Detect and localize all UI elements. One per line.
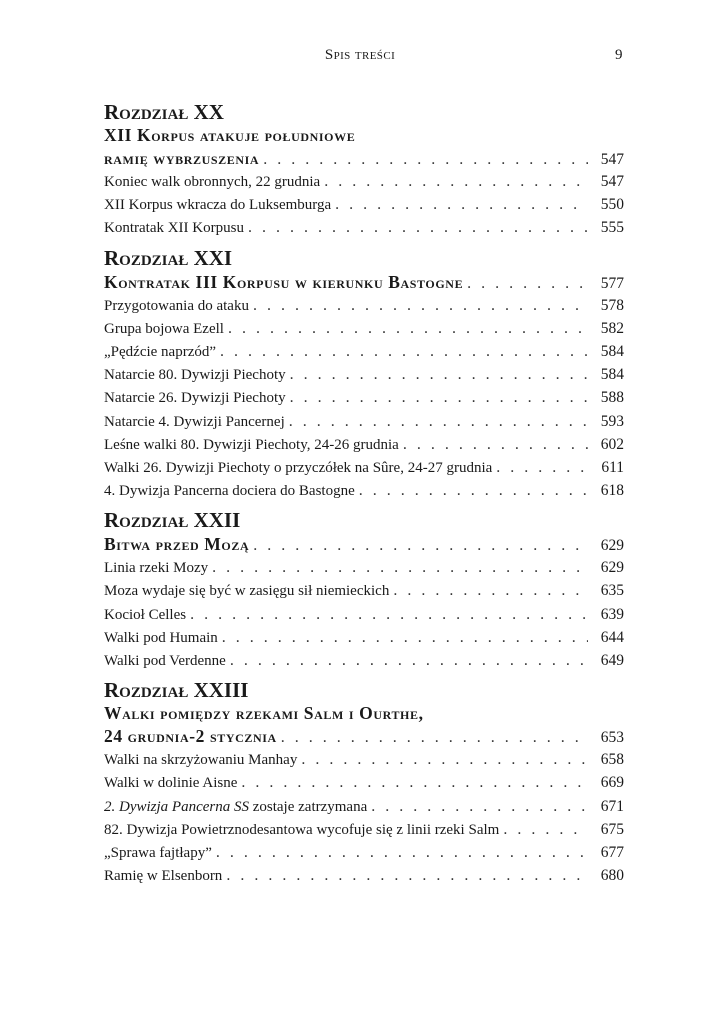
entry-page: 547 [600,151,624,168]
dot-leader [241,771,588,794]
toc-entry[interactable] [104,479,624,502]
table-of-contents [104,100,624,887]
entry-label: Natarcie 26. Dywizji Piechoty [104,390,286,407]
toc-entry[interactable] [104,363,624,386]
entry-page: 555 [600,219,624,237]
dot-leader [403,433,588,456]
dot-leader [496,456,588,479]
entry-label: Leśne walki 80. Dywizji Piechoty, 24-26 grudnia [104,436,399,453]
entry-page: 677 [600,843,624,861]
dot-leader [230,649,588,672]
entry-page: 669 [600,774,624,792]
entry-label: Moza wydaje się być w zasięgu sił niemieckich [104,583,390,600]
entry-label: Kontratak III Korpusu w kierunku Bastogne [104,271,464,292]
entry-page: 629 [600,537,624,555]
entry-page: 593 [600,412,624,430]
dot-leader [228,317,588,340]
entry-label: Koniec walk obronnych, 22 grudnia [104,174,321,190]
chapter-heading: Rozdział XXII [104,508,241,533]
toc-entry[interactable] [104,795,624,818]
entry-label: Walki pod Humain [104,629,218,646]
entry-label: 82. Dywizja Powietrznodesantowa wycofuje się z linii rzeki Salm [104,821,500,838]
dot-leader [253,294,588,317]
chapter-heading: Rozdział XXIII [104,678,249,703]
entry-page: 635 [600,582,624,600]
entry-page: 649 [600,652,624,669]
toc-entry[interactable] [104,340,624,363]
toc-entry[interactable] [104,649,624,672]
entry-label: Natarcie 4. Dywizji Pancernej [104,413,285,430]
toc-chapter-title-entry[interactable] [104,146,624,170]
entry-label: 24 grudnia-2 stycznia [104,726,277,747]
dot-leader [248,216,588,239]
toc-chapter-title-entry[interactable] [104,724,624,748]
dot-leader [503,818,588,841]
dot-leader [222,626,588,649]
dot-leader [216,841,588,864]
dot-leader [263,148,588,172]
dot-leader [253,534,588,558]
entry-page: 547 [600,173,624,190]
toc-chapter-title-entry[interactable] [104,270,624,294]
entry-label: Walki 26. Dywizji Piechoty o przyczółek na Sûre, 24-27 grudnia [104,459,493,476]
toc-entry[interactable] [104,317,624,340]
toc-entry[interactable] [104,818,624,841]
dot-leader [371,795,588,818]
entry-label: Ramię w Elsenborn [104,868,223,885]
toc-entry[interactable] [104,170,624,193]
toc-entry[interactable] [104,216,624,239]
entry-label-italic: 2. Dywizja Pancerna SS [104,798,249,815]
toc-entry[interactable] [104,556,624,579]
entry-page: 639 [600,605,624,623]
running-head [0,47,712,67]
toc-entry[interactable] [104,386,624,409]
page-number: 9 [615,47,623,63]
entry-page: 602 [600,435,624,453]
entry-page: 671 [600,797,624,815]
toc-entry[interactable] [104,864,624,887]
dot-leader [290,363,588,386]
entry-label-rest: zostaje zatrzymana [248,798,368,815]
chapter-title-line: Walki pomiędzy rzekami Salm i Ourthe, [104,703,424,724]
dot-leader [324,170,588,193]
dot-leader [335,193,588,216]
entry-label: Kontratak XII Korpusu [104,220,244,237]
toc-chapter-title-entry[interactable] [104,532,624,556]
dot-leader [281,726,588,750]
running-head-title: Spis treści [324,47,396,63]
entry-page: 629 [600,559,624,577]
toc-entry[interactable] [104,626,624,649]
dot-leader [301,748,588,771]
entry-label: „Pędźcie naprzód” [104,343,217,360]
toc-entry[interactable] [104,841,624,864]
dot-leader [467,272,588,296]
dot-leader [190,603,588,626]
entry-label: Natarcie 80. Dywizji Piechoty [104,367,286,384]
dot-leader [212,556,588,579]
entry-page: 611 [601,458,624,476]
entry-label: Linia rzeki Mozy [104,560,209,577]
entry-page: 680 [600,867,624,885]
entry-label: „Sprawa fajtłapy” [104,844,212,861]
entry-page: 644 [600,628,624,646]
entry-label [104,796,367,819]
entry-label: Walki na skrzyżowaniu Manhay [104,752,298,769]
entry-label: Kocioł Celles [104,606,187,623]
entry-label: Walki w dolinie Aisne [104,775,238,792]
entry-page: 578 [600,296,624,314]
entry-page: 584 [600,366,624,384]
entry-page: 658 [600,751,624,769]
entry-page: 675 [600,820,624,838]
toc-entry[interactable] [104,603,624,626]
entry-label: XII Korpus wkracza do Luksemburga [104,197,332,214]
entry-label: 4. Dywizja Pancerna dociera do Bastogne [104,483,355,500]
entry-label: Przygotowania do ataku [104,297,249,314]
entry-page: 618 [600,482,624,500]
entry-page: 582 [600,319,624,337]
dot-leader [220,340,588,363]
toc-entry[interactable] [104,579,624,602]
entry-page: 550 [600,196,624,214]
entry-label: Bitwa przed Mozą [104,534,250,555]
chapter-heading: Rozdział XX [104,100,224,124]
dot-leader [226,864,588,887]
entry-page: 588 [600,389,624,407]
toc-entry[interactable] [104,433,624,456]
entry-page: 653 [600,729,624,747]
chapter-title-line: XII Korpus atakuje południowe [104,125,356,145]
entry-page: 584 [600,342,624,360]
entry-label: ramię wybrzuszenia [104,148,260,168]
toc-entry[interactable] [104,748,624,771]
toc-entry[interactable] [104,456,624,479]
entry-label: Grupa bojowa Ezell [104,320,224,337]
entry-page: 577 [600,274,624,292]
toc-entry[interactable] [104,294,624,317]
toc-entry[interactable] [104,771,624,794]
dot-leader [393,579,588,602]
toc-entry[interactable] [104,193,624,216]
chapter-heading: Rozdział XXI [104,245,233,270]
dot-leader [289,410,588,433]
toc-entry[interactable] [104,410,624,433]
dot-leader [290,386,588,409]
entry-label: Walki pod Verdenne [104,653,226,669]
dot-leader [359,479,588,502]
